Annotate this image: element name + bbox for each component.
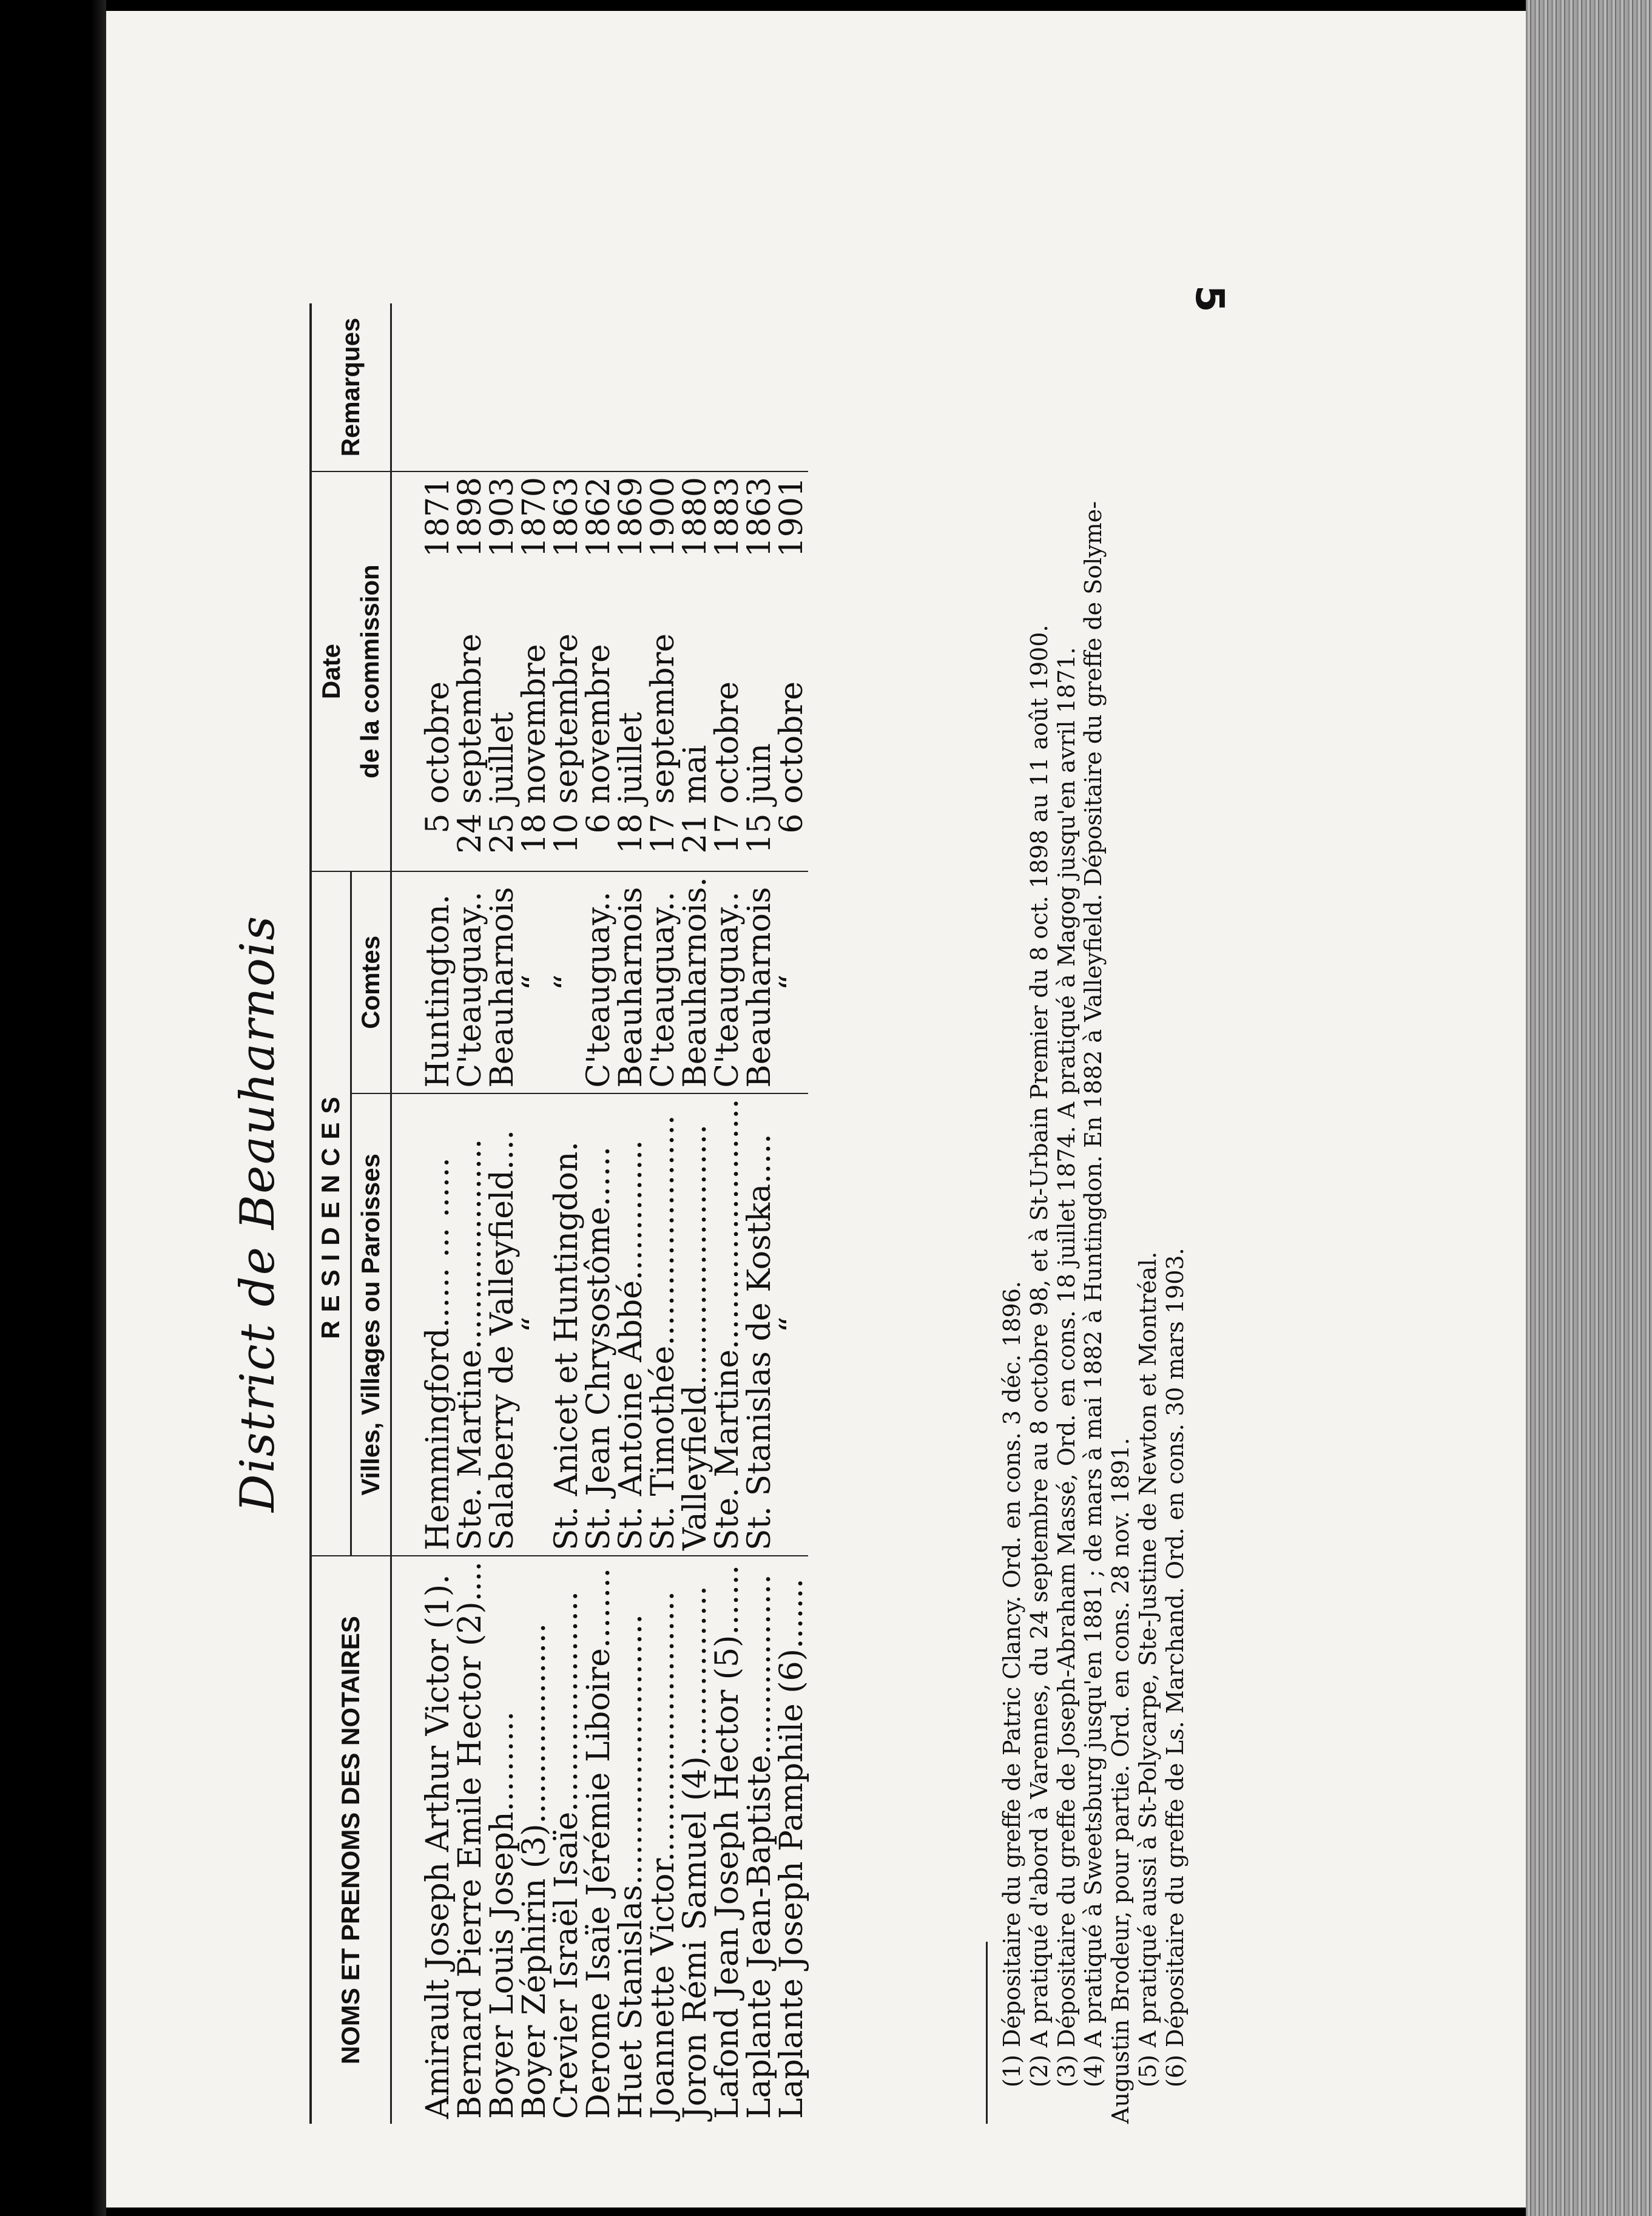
rotated-page-content (231, 285, 1226, 2124)
cell-remarques (422, 303, 454, 471)
cell-year: 1870 (519, 471, 551, 584)
scan-left-border (0, 0, 106, 2216)
cell-ville: Ste. Martine..................... (454, 1093, 487, 1556)
cell-day: 18 (516, 813, 553, 854)
cell-year: 1903 (487, 471, 519, 584)
footnote-5: (5) A pratiqué aussi à St-Polycarpe, Ste-Justine de Newton et Montréal. (1134, 1251, 1162, 2087)
cell-comte: C'teauguay.. (712, 871, 744, 1093)
cell-name: Boyer Louis Joseph.......... (487, 1556, 519, 2124)
cell-month: septembre (451, 633, 488, 804)
cell-year: 1901 (776, 471, 808, 584)
cell-day: 5 (419, 813, 456, 834)
table-row (712, 303, 744, 2124)
cell-day: 6 (580, 813, 617, 834)
cell-name: Crevier Israël Isaïe...................... (551, 1556, 583, 2124)
footnote-3: (3) Dépositaire du greffe de Joseph-Abraham Massé, Ord. en cons. 18 juillet 1874. A pratiqué à Magog jusqu'en avril 1871. (1053, 647, 1080, 2087)
cell-name: Derome Isaïe Jérémie Liboire........ (583, 1556, 615, 2124)
cell-remarques (647, 303, 679, 471)
cell-month: novembre (516, 644, 553, 804)
cell-comte: C'teauguay.. (454, 871, 487, 1093)
cell-ville: Salaberry de Valleyfield.... (487, 1093, 519, 1556)
cell-year: 1900 (647, 471, 679, 584)
cell-name: Amirault Joseph Arthur Victor (1). (422, 1556, 454, 2124)
cell-year: 1862 (583, 471, 615, 584)
cell-remarques (744, 303, 776, 471)
cell-name: Laplante Joseph Pamphile (6)....... (776, 1556, 808, 2124)
footnote-1: (1) Dépositaire du greffe de Patric Clancy. Ord. en cons. 3 déc. 1896. (999, 1281, 1025, 2087)
cell-month: septembre (548, 633, 585, 804)
cell-day: 25 (484, 813, 521, 854)
cell-name: Huet Stanislas........................... (615, 1556, 647, 2124)
cell-remarques (487, 303, 519, 471)
cell-ville: St. Jean Chrysostôme...... (583, 1093, 615, 1556)
cell-comte: Beauharnois (744, 871, 776, 1093)
cell-ville: St. Timothée....................... (647, 1093, 679, 1556)
cell-day: 6 (774, 813, 810, 834)
cell-comte: “ (776, 871, 808, 1093)
footnote-2: (2) A pratiqué d'abord à Varennes, du 24 septembre au 8 octobre 98, et à St-Urbain Premier du 8 oct. 1898 au 11 août 1900. (1025, 624, 1053, 2087)
table-row (583, 303, 615, 2124)
cell-month: mai (676, 745, 713, 804)
table-body (391, 303, 808, 2124)
table-row (776, 303, 808, 2124)
cell-ville: Valleyfield.......................... (679, 1093, 712, 1556)
cell-year: 1871 (422, 471, 454, 584)
cell-name: Lafond Jean Joseph Hector (5)....... (712, 1556, 744, 2124)
cell-month: octobre (709, 681, 746, 804)
table-row (551, 303, 583, 2124)
cell-remarques (712, 303, 744, 471)
table-row (519, 303, 551, 2124)
cell-month: novembre (580, 644, 617, 804)
table-row (679, 303, 712, 2124)
cell-name: Boyer Zéphirin (3).................... (519, 1556, 551, 2124)
cell-remarques (776, 303, 808, 471)
header-residences: RESIDENCES (311, 871, 351, 1556)
cell-year: 1880 (679, 471, 712, 584)
notaires-table (309, 303, 808, 2124)
footnote-6: (6) Dépositaire du greffe de Ls. Marchand. Ord. en cons. 30 mars 1903. (1161, 1248, 1188, 2087)
cell-day: 21 (676, 813, 713, 854)
cell-day: 17 (709, 813, 746, 854)
cell-year: 1869 (615, 471, 647, 584)
cell-year: 1863 (551, 471, 583, 584)
cell-month: juin (741, 743, 778, 804)
page-number: 5 (1187, 285, 1232, 312)
footnotes (986, 291, 1189, 2124)
cell-ville: Hemmingford...... ... ...... (422, 1093, 454, 1556)
cell-comte: Beauharnois. (679, 871, 712, 1093)
header-villes: Villes, Villages ou Paroisses (351, 1093, 391, 1556)
cell-comte: Beauharnois (615, 871, 647, 1093)
cell-remarques (519, 303, 551, 471)
cell-comte: Beauharnois (487, 871, 519, 1093)
cell-month: octobre (419, 681, 456, 804)
table-row (422, 303, 454, 2124)
cell-month: juillet (484, 712, 521, 804)
cell-name: Joron Rémi Samuel (4)................. (679, 1556, 712, 2124)
header-names: NOMS ET PRENOMS DES NOTAIRES (311, 1556, 391, 2124)
cell-remarques (679, 303, 712, 471)
table-row (487, 303, 519, 2124)
header-date-line1: Date (311, 471, 351, 871)
cell-day: 18 (612, 813, 649, 854)
table-row (454, 303, 487, 2124)
cell-month: juillet (612, 712, 649, 804)
cell-ville: St. Anicet et Huntingdon. (551, 1093, 583, 1556)
cell-name: Joannette Victor........................... (647, 1556, 679, 2124)
cell-year: 1883 (712, 471, 744, 584)
cell-remarques (615, 303, 647, 471)
cell-remarques (454, 303, 487, 471)
header-remarques: Remarques (311, 303, 391, 471)
cell-name: Laplante Jean-Baptiste.................. (744, 1556, 776, 2124)
cell-comte: C'teauguay.. (583, 871, 615, 1093)
cell-comte: Huntington. (422, 871, 454, 1093)
cell-year: 1863 (744, 471, 776, 584)
cell-day: 24 (451, 813, 488, 854)
cell-comte: C'teauguay.. (647, 871, 679, 1093)
cell-ville: St. Stanislas de Kostka..... (744, 1093, 776, 1556)
cell-year: 1898 (454, 471, 487, 584)
cell-day: 10 (548, 813, 585, 854)
footnote-4: (4) A pratiqué à Sweetsburg jusqu'en 1881 ; de mars à mai 1882 à Huntingdon. En 1882 à Valleyfield. Dépositaire du greffe de Solyme- (1080, 501, 1107, 2087)
table-row (744, 303, 776, 2124)
cell-ville: Ste. Martine......................... (712, 1093, 744, 1556)
cell-ville: “ (776, 1093, 808, 1556)
cell-comte: “ (551, 871, 583, 1093)
cell-month: septembre (644, 633, 681, 804)
cell-month: octobre (774, 681, 810, 804)
table-row (615, 303, 647, 2124)
cell-remarques (583, 303, 615, 471)
cell-ville: “ (519, 1093, 551, 1556)
district-title: District de Beauharnois (231, 914, 285, 1513)
cell-day: 17 (644, 813, 681, 854)
cell-comte: “ (519, 871, 551, 1093)
cell-name: Bernard Pierre Emile Hector (2).... (454, 1556, 487, 2124)
footnote-rule (986, 1942, 988, 2124)
cell-remarques (551, 303, 583, 471)
scan-right-border (1526, 0, 1652, 2216)
cell-ville: St. Antoine Abbé.............. (615, 1093, 647, 1556)
header-date-line2: de la commission (351, 471, 391, 871)
table-row (647, 303, 679, 2124)
header-comtes: Comtes (351, 871, 391, 1093)
cell-day: 15 (741, 813, 778, 854)
footnote-4-continued: Augustin Brodeur, pour partie. Ord. en cons. 28 nov. 1891. (1107, 1437, 1134, 2124)
